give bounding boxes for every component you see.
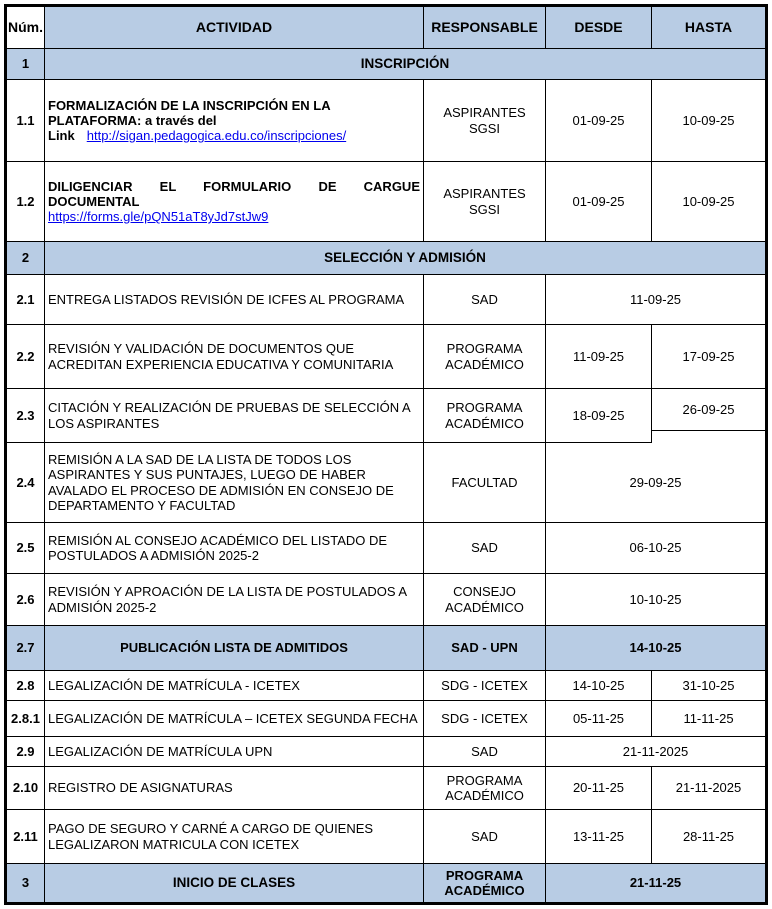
- cell-actividad: REVISIÓN Y APROACIÓN DE LA LISTA DE POSTULADOS A ADMISIÓN 2025-2: [45, 574, 424, 626]
- cell-hasta: 21-11-2025: [652, 767, 765, 810]
- cell-fecha: 11-09-25: [546, 275, 765, 325]
- cell-actividad: REGISTRO DE ASIGNATURAS: [45, 767, 424, 810]
- cell-responsable: CONSEJO ACADÉMICO: [424, 574, 546, 626]
- cell-num: 2: [7, 242, 45, 275]
- cell-hasta: 31-10-25: [652, 671, 765, 701]
- cell-responsable: SDG - ICETEX: [424, 701, 546, 737]
- cell-actividad: LEGALIZACIÓN DE MATRÍCULA UPN: [45, 737, 424, 767]
- activity-text: FORMALIZACIÓN DE LA INSCRIPCIÓN EN LA PLATAFORMA: a través del: [48, 97, 331, 128]
- cell-hasta: [652, 389, 765, 443]
- cell-desde: 18-09-25: [546, 389, 652, 443]
- cell-responsable: SAD: [424, 275, 546, 325]
- cell-num: 2.8: [7, 671, 45, 701]
- cell-responsable: PROGRAMA ACADÉMICO: [424, 767, 546, 810]
- cell-desde: 13-11-25: [546, 810, 652, 864]
- cell-hasta: 28-11-25: [652, 810, 765, 864]
- cell-num: 3: [7, 864, 45, 902]
- cell-fecha: 06-10-25: [546, 523, 765, 574]
- cell-responsable: ASPIRANTES SGSI: [424, 80, 546, 162]
- inscription-link[interactable]: http://sigan.pedagogica.edu.co/inscripciones/: [86, 128, 347, 144]
- cell-num: 2.11: [7, 810, 45, 864]
- cell-responsable: SDG - ICETEX: [424, 671, 546, 701]
- cell-num: 1: [7, 49, 45, 80]
- cell-fecha: 21-11-2025: [546, 737, 765, 767]
- section-title: SELECCIÓN Y ADMISIÓN: [45, 242, 765, 275]
- cell-num: 1.1: [7, 80, 45, 162]
- cell-actividad: PUBLICACIÓN LISTA DE ADMITIDOS: [45, 626, 424, 671]
- cell-responsable: PROGRAMA ACADÉMICO: [424, 389, 546, 443]
- cell-actividad: ENTREGA LISTADOS REVISIÓN DE ICFES AL PROGRAMA: [45, 275, 424, 325]
- section-row-seleccion: [7, 242, 765, 275]
- cell-num: 2.6: [7, 574, 45, 626]
- table-row-2-3: [7, 389, 765, 443]
- section-title: INSCRIPCIÓN: [45, 49, 765, 80]
- cell-num: 2.10: [7, 767, 45, 810]
- cell-num: 2.5: [7, 523, 45, 574]
- cell-num: 1.2: [7, 162, 45, 242]
- cell-actividad: LEGALIZACIÓN DE MATRÍCULA – ICETEX SEGUNDA FECHA: [45, 701, 424, 737]
- column-header-responsable: RESPONSABLE: [424, 7, 546, 49]
- cell-num: 2.3: [7, 389, 45, 443]
- cell-num: 2.4: [7, 443, 45, 523]
- cell-responsable: FACULTAD: [424, 443, 546, 523]
- column-header-hasta: HASTA: [652, 7, 765, 49]
- cell-desde: 20-11-25: [546, 767, 652, 810]
- table-row-1-2: [7, 162, 765, 242]
- cell-hasta: 11-11-25: [652, 701, 765, 737]
- cell-fecha: 21-11-25: [546, 864, 765, 902]
- cell-desde: 05-11-25: [546, 701, 652, 737]
- table-row-3: [7, 864, 765, 902]
- table-row-2-5: [7, 523, 765, 574]
- cell-actividad: REMISIÓN A LA SAD DE LA LISTA DE TODOS LOS ASPIRANTES Y SUS PUNTAJES, LUEGO DE HABER AVALADO EL PROCESO DE ADMISIÓN EN CONSEJO DE DEPARTAMENTO Y FACULTAD: [45, 443, 424, 523]
- table-row-2-8-1: [7, 701, 765, 737]
- admissions-calendar-table: [4, 4, 768, 905]
- cell-num: 2.9: [7, 737, 45, 767]
- header-row: [7, 7, 765, 49]
- table-row-2-11: [7, 810, 765, 864]
- forms-link[interactable]: https://forms.gle/pQN51aT8yJd7stJw9: [48, 209, 269, 225]
- cell-actividad: [45, 80, 424, 162]
- column-header-actividad: ACTIVIDAD: [45, 7, 424, 49]
- cell-num: 2.1: [7, 275, 45, 325]
- activity-text: DOCUMENTAL: [48, 193, 140, 209]
- cell-responsable: SAD: [424, 810, 546, 864]
- table-row-1-1: [7, 80, 765, 162]
- cell-responsable: SAD: [424, 737, 546, 767]
- table-row-2-7: [7, 626, 765, 671]
- cell-desde: 01-09-25: [546, 162, 652, 242]
- table-row-2-4: [7, 443, 765, 523]
- cell-actividad: [45, 162, 424, 242]
- cell-responsable: ASPIRANTES SGSI: [424, 162, 546, 242]
- table-row-2-6: [7, 574, 765, 626]
- cell-actividad: INICIO DE CLASES: [45, 864, 424, 902]
- cell-actividad: REMISIÓN AL CONSEJO ACADÉMICO DEL LISTADO DE POSTULADOS A ADMISIÓN 2025-2: [45, 523, 424, 574]
- cell-actividad: PAGO DE SEGURO Y CARNÉ A CARGO DE QUIENES LEGALIZARON MATRICULA CON ICETEX: [45, 810, 424, 864]
- cell-actividad: CITACIÓN Y REALIZACIÓN DE PRUEBAS DE SELECCIÓN A LOS ASPIRANTES: [45, 389, 424, 443]
- cell-hasta: 17-09-25: [652, 325, 765, 389]
- cell-fecha: 29-09-25: [546, 443, 765, 523]
- table-row-2-9: [7, 737, 765, 767]
- table-row-2-10: [7, 767, 765, 810]
- cell-actividad: LEGALIZACIÓN DE MATRÍCULA - ICETEX: [45, 671, 424, 701]
- cell-desde: 11-09-25: [546, 325, 652, 389]
- empty-subcell: [652, 431, 765, 443]
- cell-responsable: PROGRAMA ACADÉMICO: [424, 864, 546, 902]
- cell-desde: 01-09-25: [546, 80, 652, 162]
- cell-num: 2.2: [7, 325, 45, 389]
- section-row-inscripcion: [7, 49, 765, 80]
- cell-hasta: 10-09-25: [652, 162, 765, 242]
- cell-responsable: SAD - UPN: [424, 626, 546, 671]
- hasta-value: 26-09-25: [652, 389, 765, 431]
- cell-actividad: REVISIÓN Y VALIDACIÓN DE DOCUMENTOS QUE ACREDITAN EXPERIENCIA EDUCATIVA Y COMUNITARIA: [45, 325, 424, 389]
- cell-fecha: 10-10-25: [546, 574, 765, 626]
- cell-desde: 14-10-25: [546, 671, 652, 701]
- table-row-2-1: [7, 275, 765, 325]
- cell-fecha: 14-10-25: [546, 626, 765, 671]
- table-row-2-8: [7, 671, 765, 701]
- column-header-desde: DESDE: [546, 7, 652, 49]
- cell-num: 2.7: [7, 626, 45, 671]
- link-label: Link: [48, 128, 75, 144]
- cell-hasta: 10-09-25: [652, 80, 765, 162]
- cell-responsable: SAD: [424, 523, 546, 574]
- cell-responsable: PROGRAMA ACADÉMICO: [424, 325, 546, 389]
- activity-text: DILIGENCIAR EL FORMULARIO DE CARGUE: [48, 178, 420, 194]
- column-header-num: Núm.: [7, 7, 45, 49]
- table-row-2-2: [7, 325, 765, 389]
- cell-num: 2.8.1: [7, 701, 45, 737]
